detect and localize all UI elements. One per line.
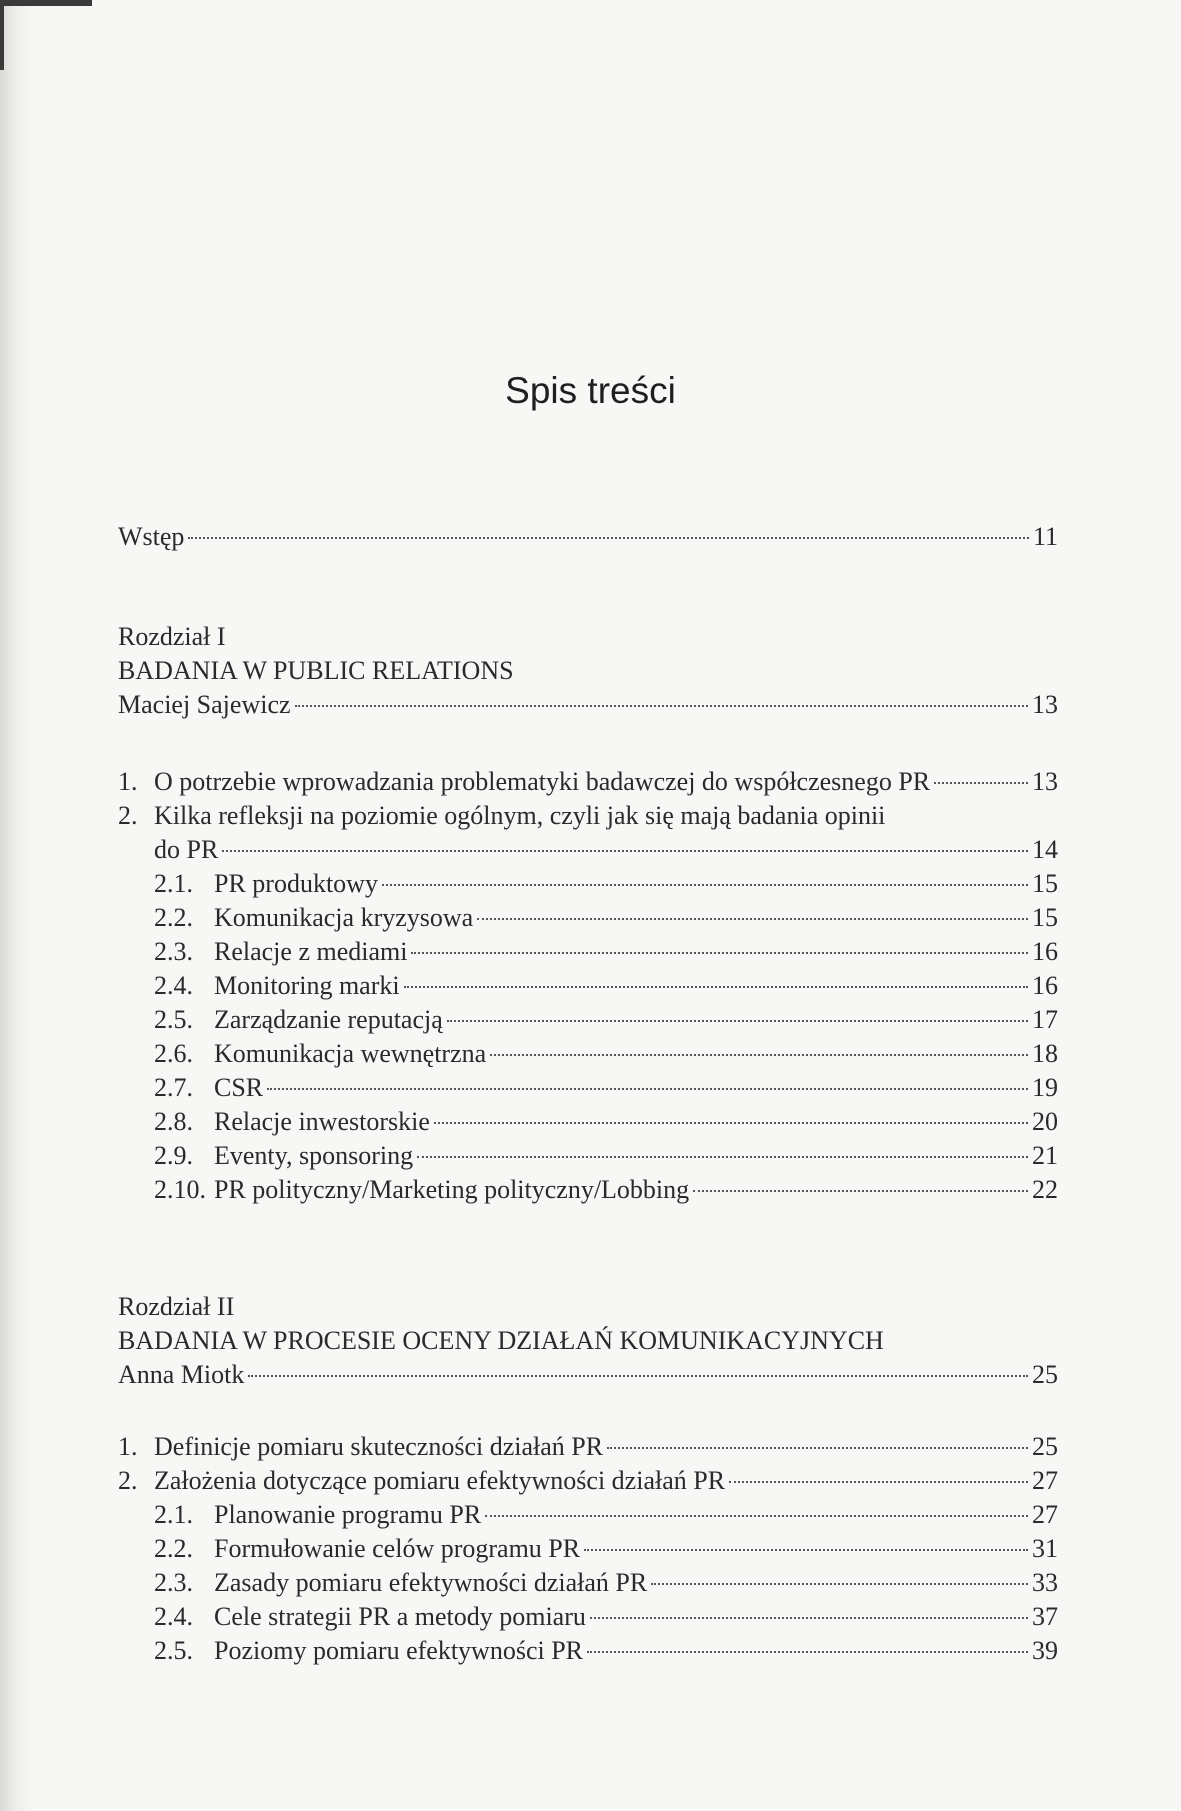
dot-leader bbox=[651, 1583, 1028, 1585]
chapter-2-heading: Rozdział II bbox=[118, 1292, 235, 1321]
toc-entry-number: 2. bbox=[118, 801, 138, 830]
toc-entry-number: 2.4. bbox=[154, 1602, 193, 1631]
dot-leader bbox=[934, 782, 1028, 784]
scan-page-edge bbox=[0, 0, 32, 1811]
dot-leader bbox=[417, 1156, 1028, 1158]
toc-entry-number: 2.7. bbox=[154, 1073, 193, 1102]
toc-subentry[interactable] bbox=[154, 1600, 1058, 1634]
toc-subentry[interactable] bbox=[154, 1173, 1058, 1207]
dot-leader bbox=[447, 1020, 1028, 1022]
dot-leader bbox=[222, 850, 1028, 852]
toc-entry-page: 25 bbox=[1032, 1432, 1058, 1461]
dot-leader bbox=[382, 884, 1028, 886]
dot-leader bbox=[485, 1515, 1028, 1517]
scan-corner-mark-side bbox=[0, 0, 4, 70]
toc-entry-number: 2.2. bbox=[154, 1534, 193, 1563]
dot-leader bbox=[477, 918, 1028, 920]
toc-entry[interactable] bbox=[118, 765, 1058, 799]
toc-entry-page: 33 bbox=[1032, 1568, 1058, 1597]
toc-subentry[interactable] bbox=[154, 1071, 1058, 1105]
toc-entry-label: Wstęp bbox=[118, 522, 185, 551]
dot-leader bbox=[587, 1651, 1028, 1653]
dot-leader bbox=[404, 986, 1028, 988]
toc-entry-page: 27 bbox=[1032, 1500, 1058, 1529]
toc-subentry[interactable] bbox=[154, 1003, 1058, 1037]
dot-leader bbox=[248, 1375, 1028, 1377]
toc-entry-page: 18 bbox=[1032, 1039, 1058, 1068]
toc-entry-number: 1. bbox=[118, 1432, 138, 1461]
toc-entry-page: 37 bbox=[1032, 1602, 1058, 1631]
chapter-1-heading: Rozdział I bbox=[118, 622, 226, 651]
chapter-1-title: BADANIA W PUBLIC RELATIONS bbox=[118, 656, 514, 685]
toc-subentry[interactable] bbox=[154, 901, 1058, 935]
chapter-2-author-entry[interactable] bbox=[118, 1358, 1058, 1392]
toc-entry-label: Komunikacja kryzysowa bbox=[214, 903, 474, 932]
scan-corner-mark bbox=[0, 0, 92, 6]
toc-entry-number: 2.9. bbox=[154, 1141, 193, 1170]
toc-entry-number: 2.1. bbox=[154, 1500, 193, 1529]
dot-leader bbox=[295, 705, 1028, 707]
toc-entry-number: 2.4. bbox=[154, 971, 193, 1000]
toc-entry-continuation[interactable] bbox=[154, 833, 1058, 867]
toc-entry-label: Kilka refleksji na poziomie ogólnym, czyli jak się mają badania opinii bbox=[154, 801, 886, 830]
toc-subentry[interactable] bbox=[154, 1037, 1058, 1071]
toc-entry-label: Założenia dotyczące pomiaru efektywności działań PR bbox=[154, 1466, 726, 1495]
toc-entry-label: Monitoring marki bbox=[214, 971, 400, 1000]
toc-entry-label: Cele strategii PR a metody pomiaru bbox=[214, 1602, 586, 1631]
toc-entry-page: 31 bbox=[1032, 1534, 1058, 1563]
toc-entry-page: 15 bbox=[1032, 903, 1058, 932]
toc-subentry[interactable] bbox=[154, 1498, 1058, 1532]
toc-entry-number: 2.6. bbox=[154, 1039, 193, 1068]
dot-leader bbox=[434, 1122, 1028, 1124]
toc-entry-page: 17 bbox=[1032, 1005, 1058, 1034]
toc-subentry[interactable] bbox=[154, 1566, 1058, 1600]
toc-entry-label: Komunikacja wewnętrzna bbox=[214, 1039, 487, 1068]
toc-subentry[interactable] bbox=[154, 1532, 1058, 1566]
toc-entry-page: 27 bbox=[1032, 1466, 1058, 1495]
toc-entry-label: Poziomy pomiaru efektywności PR bbox=[214, 1636, 584, 1665]
toc-entry-number: 2.8. bbox=[154, 1107, 193, 1136]
dot-leader bbox=[267, 1088, 1028, 1090]
toc-subentry[interactable] bbox=[154, 1105, 1058, 1139]
toc-entry-label: Eventy, sponsoring bbox=[214, 1141, 414, 1170]
chapter-1-author-entry[interactable] bbox=[118, 688, 1058, 722]
toc-entry-label: Formułowanie celów programu PR bbox=[214, 1534, 581, 1563]
dot-leader bbox=[490, 1054, 1028, 1056]
toc-entry[interactable] bbox=[118, 1464, 1058, 1498]
toc-subentry[interactable] bbox=[154, 969, 1058, 1003]
dot-leader bbox=[590, 1617, 1028, 1619]
toc-entry-label: Relacje z mediami bbox=[214, 937, 408, 966]
dot-leader bbox=[584, 1549, 1028, 1551]
toc-subentry[interactable] bbox=[154, 1139, 1058, 1173]
dot-leader bbox=[729, 1481, 1028, 1483]
toc-entry-page: 39 bbox=[1032, 1636, 1058, 1665]
toc-entry-label: PR polityczny/Marketing polityczny/Lobbing bbox=[214, 1175, 690, 1204]
toc-entry-page: 13 bbox=[1032, 767, 1058, 796]
dot-leader bbox=[188, 537, 1029, 539]
toc-entry-label: PR produktowy bbox=[214, 869, 378, 898]
chapter-1-author: Maciej Sajewicz bbox=[118, 690, 291, 719]
toc-entry-number: 2.5. bbox=[154, 1636, 193, 1665]
toc-entry[interactable] bbox=[118, 799, 1058, 833]
toc-entry-page: 16 bbox=[1032, 937, 1058, 966]
toc-entry-number: 2.3. bbox=[154, 937, 193, 966]
toc-entry-label: Relacje inwestorskie bbox=[214, 1107, 430, 1136]
toc-entry-page: 13 bbox=[1032, 690, 1058, 719]
toc-entry-page: 19 bbox=[1032, 1073, 1058, 1102]
toc-entry-label: Planowanie programu PR bbox=[214, 1500, 482, 1529]
toc-entry-page: 11 bbox=[1032, 522, 1058, 551]
toc-entry-number: 2.2. bbox=[154, 903, 193, 932]
page-title: Spis treści bbox=[505, 370, 676, 411]
toc-entry-intro[interactable] bbox=[118, 520, 1058, 554]
toc-entry-page: 22 bbox=[1032, 1175, 1058, 1204]
dot-leader bbox=[693, 1190, 1028, 1192]
toc-entry-number: 2.3. bbox=[154, 1568, 193, 1597]
chapter-2-title: BADANIA W PROCESIE OCENY DZIAŁAŃ KOMUNIKACYJNYCH bbox=[118, 1326, 884, 1355]
toc-entry-number: 2.5. bbox=[154, 1005, 193, 1034]
toc-entry-page: 15 bbox=[1032, 869, 1058, 898]
toc-entry-number: 2. bbox=[118, 1466, 138, 1495]
toc-entry-page: 16 bbox=[1032, 971, 1058, 1000]
chapter-2-author: Anna Miotk bbox=[118, 1360, 245, 1389]
toc-entry-page: 21 bbox=[1032, 1141, 1058, 1170]
toc-subentry[interactable] bbox=[154, 1634, 1058, 1668]
dot-leader bbox=[607, 1447, 1028, 1449]
toc-entry-label: O potrzebie wprowadzania problematyki badawczej do współczesnego PR bbox=[154, 767, 931, 796]
toc-entry-number: 1. bbox=[118, 767, 138, 796]
toc-entry-label: Zarządzanie reputacją bbox=[214, 1005, 443, 1034]
dot-leader bbox=[411, 952, 1028, 954]
toc-entry[interactable] bbox=[118, 1430, 1058, 1464]
toc-entry-label: Definicje pomiaru skuteczności działań PR bbox=[154, 1432, 604, 1461]
toc-entry-page: 20 bbox=[1032, 1107, 1058, 1136]
toc-entry-number: 2.1. bbox=[154, 869, 193, 898]
toc-entry-label: Zasady pomiaru efektywności działań PR bbox=[214, 1568, 648, 1597]
toc-subentry[interactable] bbox=[154, 867, 1058, 901]
toc-entry-label: CSR bbox=[214, 1073, 264, 1102]
toc-subentry[interactable] bbox=[154, 935, 1058, 969]
toc-entry-number: 2.10. bbox=[154, 1175, 206, 1204]
toc-entry-page: 25 bbox=[1032, 1360, 1058, 1389]
toc-entry-label: do PR bbox=[154, 835, 219, 864]
toc-entry-page: 14 bbox=[1032, 835, 1058, 864]
